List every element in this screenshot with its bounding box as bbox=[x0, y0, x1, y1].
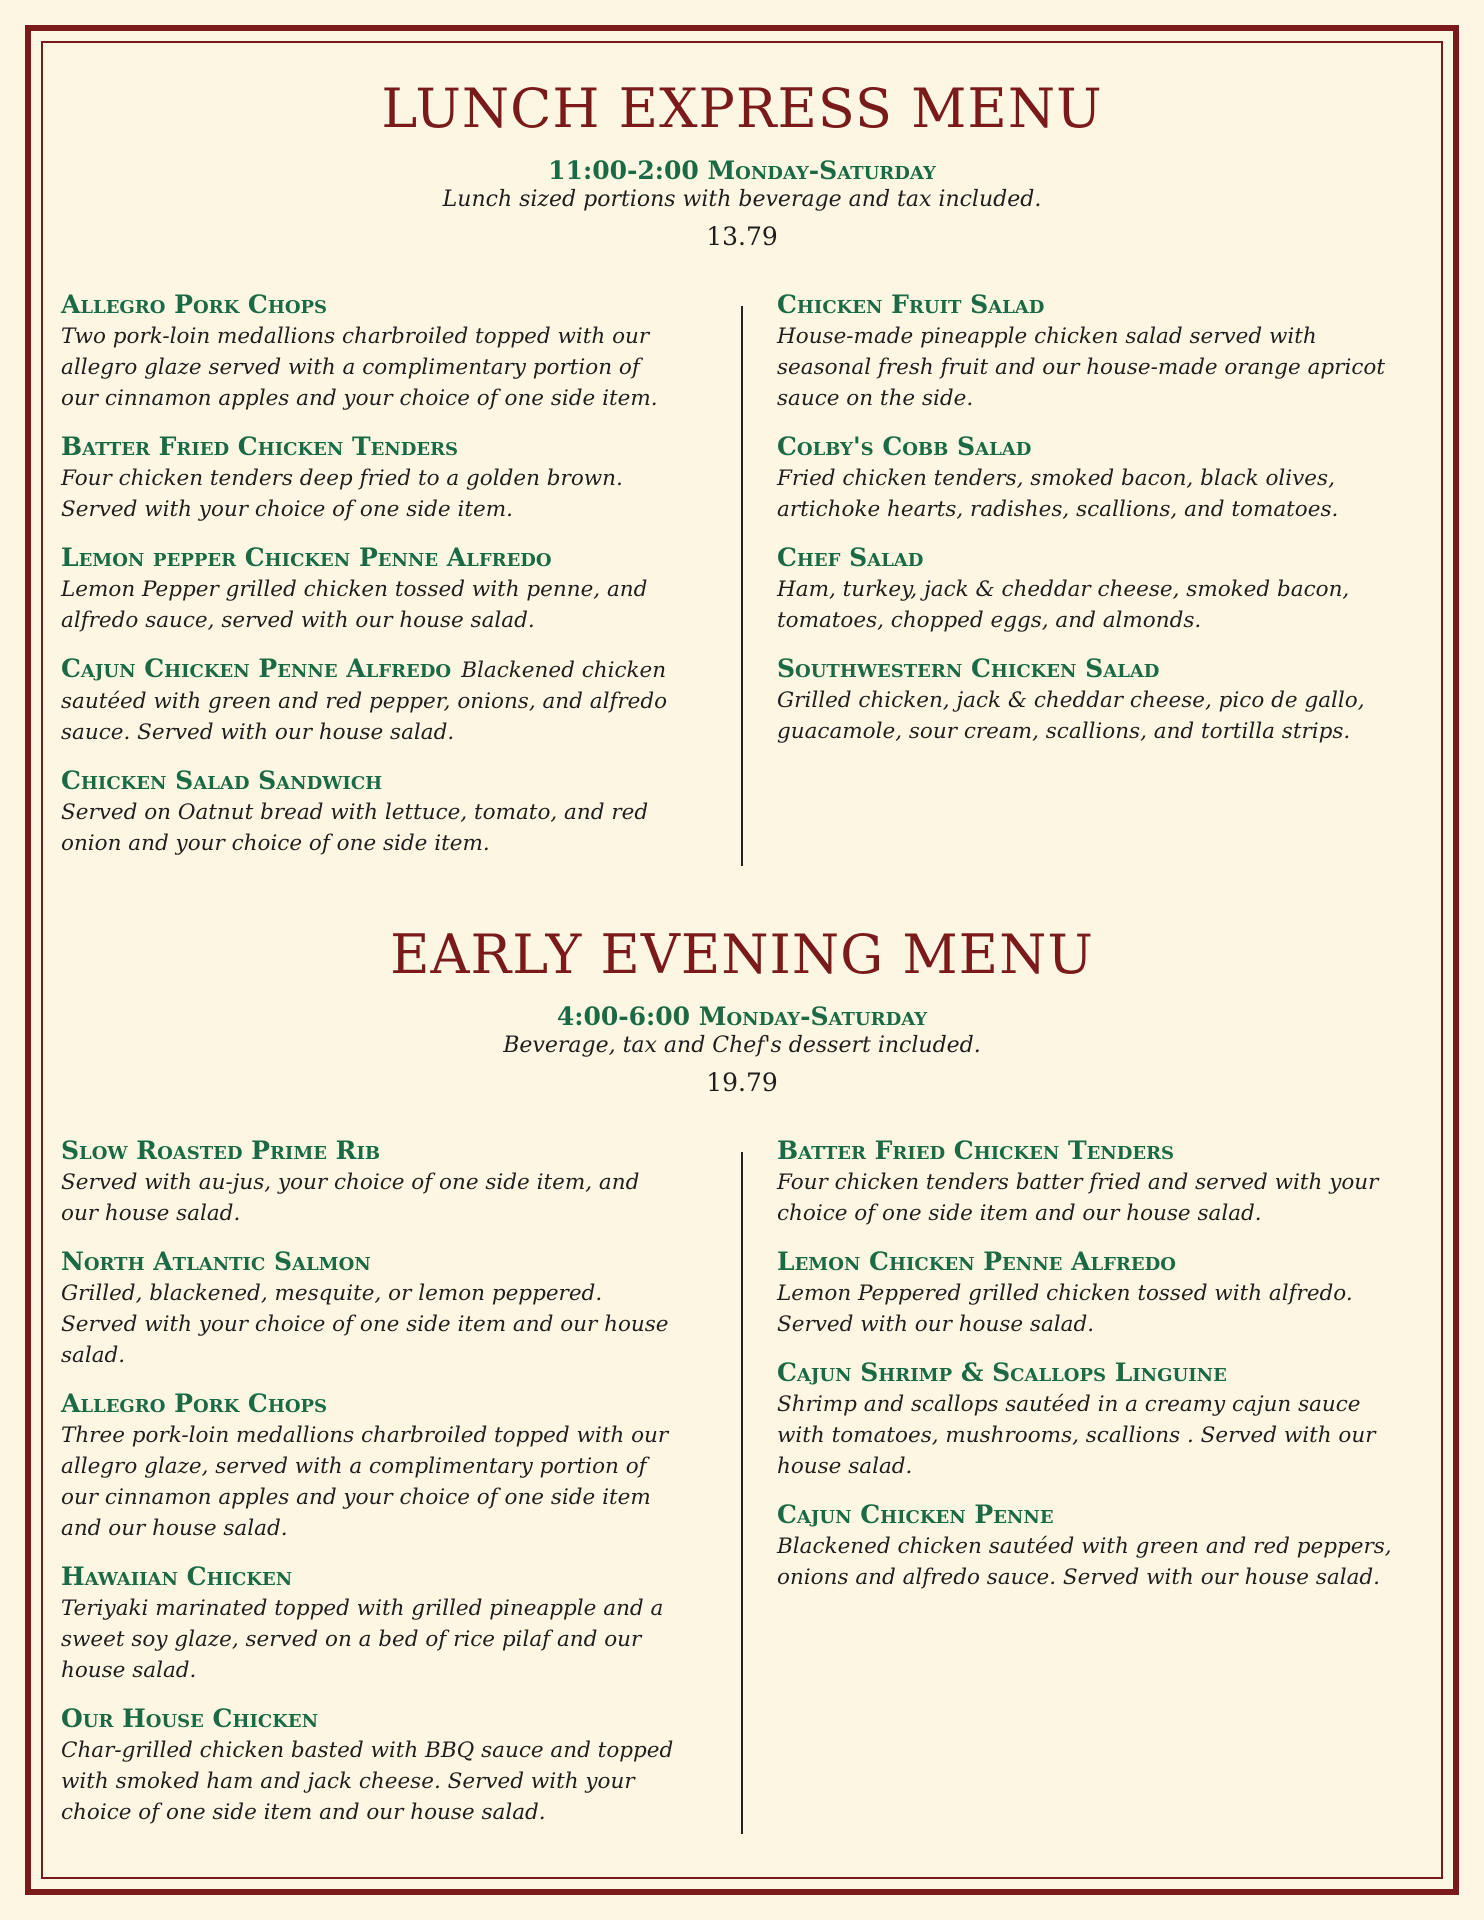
menu-item bbox=[777, 653, 1397, 747]
lunch-hours: 11:00-2:00 Monday-Saturday bbox=[548, 156, 936, 185]
lunch-title: LUNCH EXPRESS MENU bbox=[381, 77, 1103, 140]
menu-item bbox=[777, 1357, 1397, 1482]
menu-item bbox=[61, 765, 681, 859]
lunch-header bbox=[0, 77, 1484, 253]
evening-title: EARLY EVENING MENU bbox=[390, 923, 1094, 986]
menu-item bbox=[777, 289, 1397, 414]
menu-item bbox=[777, 1246, 1397, 1340]
item-name: Lemon Chicken Penne Alfredo bbox=[777, 1247, 1176, 1276]
evening-column-divider bbox=[741, 1152, 743, 1834]
item-name: Colby's Cobb Salad bbox=[777, 432, 1032, 461]
item-desc: Four chicken tenders deep fried to a golden brown. Served with your choice of one side item. bbox=[61, 466, 623, 522]
item-desc: Blackened chicken sautéed with green and red pepper, onions, and alfredo sauce. Served with our house salad. bbox=[61, 658, 668, 745]
menu-item bbox=[61, 542, 681, 636]
item-desc: Two pork-loin medallions charbroiled topped with our allegro glaze served with a complimentary portion of our cinnamon apples and your choice of one side item. bbox=[61, 324, 658, 411]
item-desc: Fried chicken tenders, smoked bacon, black olives, artichoke hearts, radishes, scallions, and tomatoes. bbox=[777, 466, 1339, 522]
item-desc: Blackened chicken sautéed with green and red peppers, onions and alfredo sauce. Served with our house salad. bbox=[777, 1534, 1392, 1590]
item-desc: Shrimp and scallops sautéed in a creamy cajun sauce with tomatoes, mushrooms, scallions . Served with our house salad. bbox=[777, 1392, 1376, 1479]
item-name: Cajun Shrimp & Scallops Linguine bbox=[777, 1358, 1227, 1387]
menu-item bbox=[777, 1135, 1397, 1229]
menu-item bbox=[777, 542, 1397, 636]
item-name: Allegro Pork Chops bbox=[61, 290, 328, 319]
item-name: Cajun Chicken Penne Alfredo bbox=[61, 654, 452, 683]
item-desc: Three pork-loin medallions charbroiled topped with our allegro glaze, served with a complimentary portion of our cinnamon apples and your choice of one side item and our house salad. bbox=[61, 1423, 669, 1541]
item-desc: Ham, turkey, jack & cheddar cheese, smoked bacon, tomatoes, chopped eggs, and almonds. bbox=[777, 577, 1350, 633]
evening-price: 19.79 bbox=[706, 1067, 778, 1097]
menu-item bbox=[61, 1561, 681, 1686]
item-desc: House-made pineapple chicken salad served with seasonal fresh fruit and our house-made orange apricot sauce on the side. bbox=[777, 324, 1385, 411]
item-name: Cajun Chicken Penne bbox=[777, 1500, 1054, 1529]
menu-item bbox=[777, 431, 1397, 525]
item-name: Our House Chicken bbox=[61, 1704, 319, 1733]
evening-hours: 4:00-6:00 Monday-Saturday bbox=[556, 1002, 928, 1031]
evening-note: Beverage, tax and Chef's dessert included. bbox=[503, 1033, 981, 1058]
evening-left-column bbox=[61, 1135, 681, 1845]
menu-item bbox=[777, 1499, 1397, 1593]
item-desc: Served with au-jus, your choice of one side item, and our house salad. bbox=[61, 1170, 640, 1226]
item-name: Allegro Pork Chops bbox=[61, 1389, 328, 1418]
item-desc: Lemon Peppered grilled chicken tossed with alfredo. Served with our house salad. bbox=[777, 1281, 1353, 1337]
item-name: Chef Salad bbox=[777, 543, 924, 572]
item-desc: Teriyaki marinated topped with grilled pineapple and a sweet soy glaze, served on a bed of rice pilaf and our house salad. bbox=[61, 1596, 664, 1683]
item-desc: Lemon Pepper grilled chicken tossed with penne, and alfredo sauce, served with our house salad. bbox=[61, 577, 648, 633]
item-name: Batter Fried Chicken Tenders bbox=[777, 1136, 1175, 1165]
item-name: Batter Fried Chicken Tenders bbox=[61, 432, 459, 461]
item-desc: Grilled, blackened, mesquite, or lemon peppered. Served with your choice of one side item and our house salad. bbox=[61, 1281, 669, 1368]
menu-item bbox=[61, 1703, 681, 1828]
item-name: Hawaiian Chicken bbox=[61, 1562, 293, 1591]
menu-item bbox=[61, 1246, 681, 1371]
item-desc: Char-grilled chicken basted with BBQ sauce and topped with smoked ham and jack cheese. Served with your choice of one side item and our house salad. bbox=[61, 1738, 674, 1825]
lunch-price: 13.79 bbox=[706, 221, 778, 251]
item-name: Chicken Fruit Salad bbox=[777, 290, 1045, 319]
menu-item bbox=[61, 1388, 681, 1544]
lunch-left-column bbox=[61, 289, 681, 876]
menu-item bbox=[61, 653, 681, 748]
item-name: Southwestern Chicken Salad bbox=[777, 654, 1160, 683]
item-desc: Grilled chicken, jack & cheddar cheese, pico de gallo, guacamole, sour cream, scallions, and tortilla strips. bbox=[777, 688, 1365, 744]
menu-item bbox=[61, 431, 681, 525]
menu-item bbox=[61, 1135, 681, 1229]
evening-right-column bbox=[777, 1135, 1397, 1610]
item-name: Lemon pepper Chicken Penne Alfredo bbox=[61, 543, 552, 572]
lunch-column-divider bbox=[741, 306, 743, 866]
lunch-right-column bbox=[777, 289, 1397, 764]
evening-header bbox=[0, 923, 1484, 1099]
item-name: Chicken Salad Sandwich bbox=[61, 766, 383, 795]
item-name: Slow Roasted Prime Rib bbox=[61, 1136, 381, 1165]
item-desc: Served on Oatnut bread with lettuce, tomato, and red onion and your choice of one side item. bbox=[61, 800, 649, 856]
lunch-note: Lunch sized portions with beverage and tax included. bbox=[442, 187, 1042, 212]
item-name: North Atlantic Salmon bbox=[61, 1247, 371, 1276]
menu-item bbox=[61, 289, 681, 414]
item-desc: Four chicken tenders batter fried and served with your choice of one side item and our house salad. bbox=[777, 1170, 1379, 1226]
